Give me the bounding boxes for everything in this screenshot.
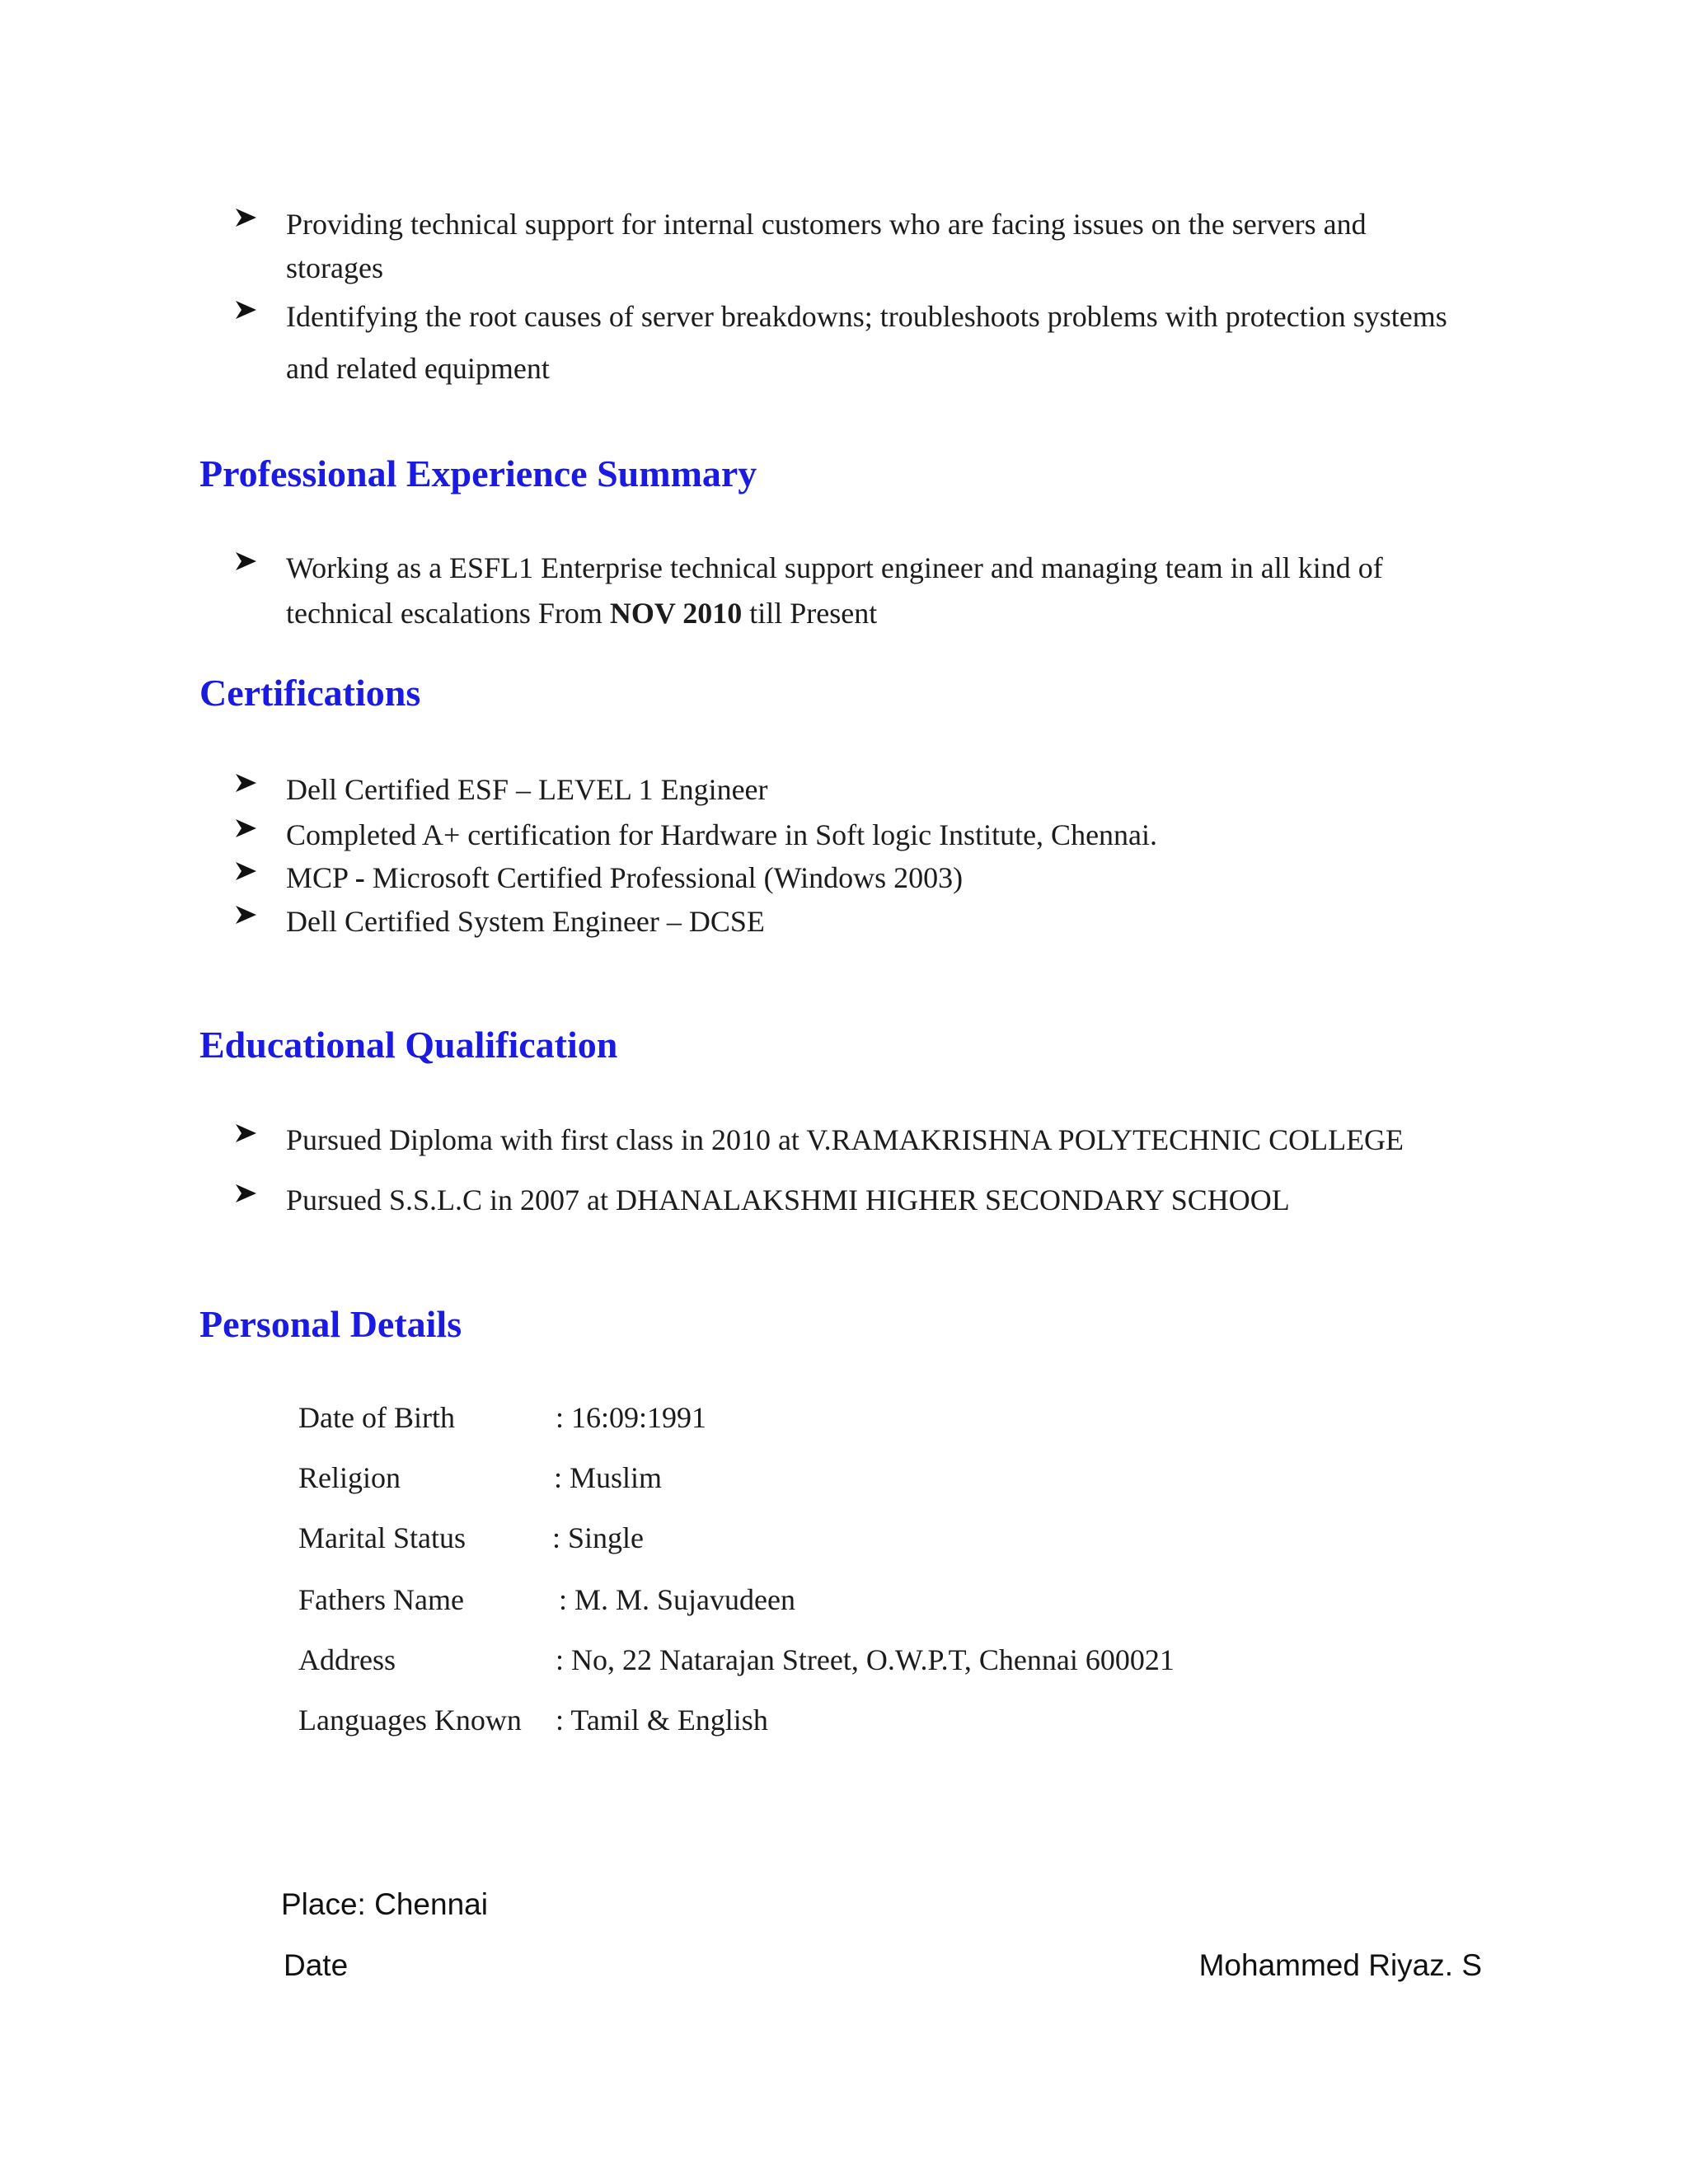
signature-name: Mohammed Riyaz. S [1198,1948,1482,1982]
personal-row-dob [298,1400,1370,1441]
personal-value: : No, 22 Natarajan Street, O.W.P.T, Chennai 600021 [556,1643,1175,1676]
personal-label: Marital Status [298,1521,466,1554]
education-item-text: Pursued Diploma with first class in 2010 at V.RAMAKRISHNA POLYTECHNIC COLLEGE [286,1123,1404,1156]
experience-bullet-text: Working as a ESFL1 Enterprise technical support engineer and managing team in all kind of technical escalations From NOV 2010 till Present [286,551,1383,630]
experience-line2-pre: technical escalations From [286,597,610,630]
certification-item-text [286,855,1522,901]
personal-label: Date of Birth [298,1401,455,1434]
arrowhead-bullet-icon [234,771,259,795]
experience-line2-post: till Present [742,597,878,630]
personal-row-fathers-name [298,1582,1370,1624]
personal-value: : Muslim [554,1461,663,1494]
experience-heading: Professional Experience Summary [199,452,757,494]
personal-label: Languages Known [298,1704,522,1736]
intro-bullet-2-text: Identifying the root causes of server breakdowns; troubleshoots problems with protection systems and related equipment [286,300,1447,385]
education-item-text: Pursued S.S.L.C in 2007 at DHANALAKSHMI HIGHER SECONDARY SCHOOL [286,1183,1290,1216]
education-heading: Educational Qualification [199,1024,618,1066]
certification-item-text: Completed A+ certification for Hardware in Soft logic Institute, Chennai. [286,818,1158,851]
date-label: Date [284,1948,349,1982]
mcp-title: Microsoft Certified Professional (Windows 2003) [372,861,964,894]
personal-label: Religion [298,1461,401,1494]
experience-start-date: NOV 2010 [609,597,743,630]
arrowhead-bullet-icon [234,816,259,841]
intro-bullet-1-text: Providing technical support for internal customers who are facing issues on the servers and storages [286,208,1367,284]
personal-heading: Personal Details [199,1303,462,1345]
certification-item-text: Dell Certified System Engineer – DCSE [286,905,765,938]
personal-row-languages [298,1703,1370,1744]
personal-row-marital-status [298,1521,1370,1562]
personal-label: Fathers Name [298,1583,464,1616]
certifications-heading: Certifications [199,672,421,714]
place: Place: Chennai [281,1887,488,1921]
mcp-dash: - [354,861,373,894]
mcp-prefix: MCP [286,861,355,894]
personal-value: : Single [552,1521,645,1554]
arrowhead-bullet-icon [234,298,259,322]
arrowhead-bullet-icon [234,902,259,927]
arrowhead-bullet-icon [234,859,259,883]
personal-row-address [298,1643,1370,1684]
personal-row-religion [298,1460,1370,1502]
arrowhead-bullet-icon [234,1181,259,1206]
personal-label: Address [298,1643,396,1676]
personal-value: : 16:09:1991 [556,1401,707,1434]
arrowhead-bullet-icon [234,205,259,230]
arrowhead-bullet-icon [234,1121,259,1146]
arrowhead-bullet-icon [234,549,259,574]
certification-item-text: Dell Certified ESF – LEVEL 1 Engineer [286,773,768,806]
personal-value: : M. M. Sujavudeen [559,1583,795,1616]
personal-value: : Tamil & English [556,1704,768,1736]
